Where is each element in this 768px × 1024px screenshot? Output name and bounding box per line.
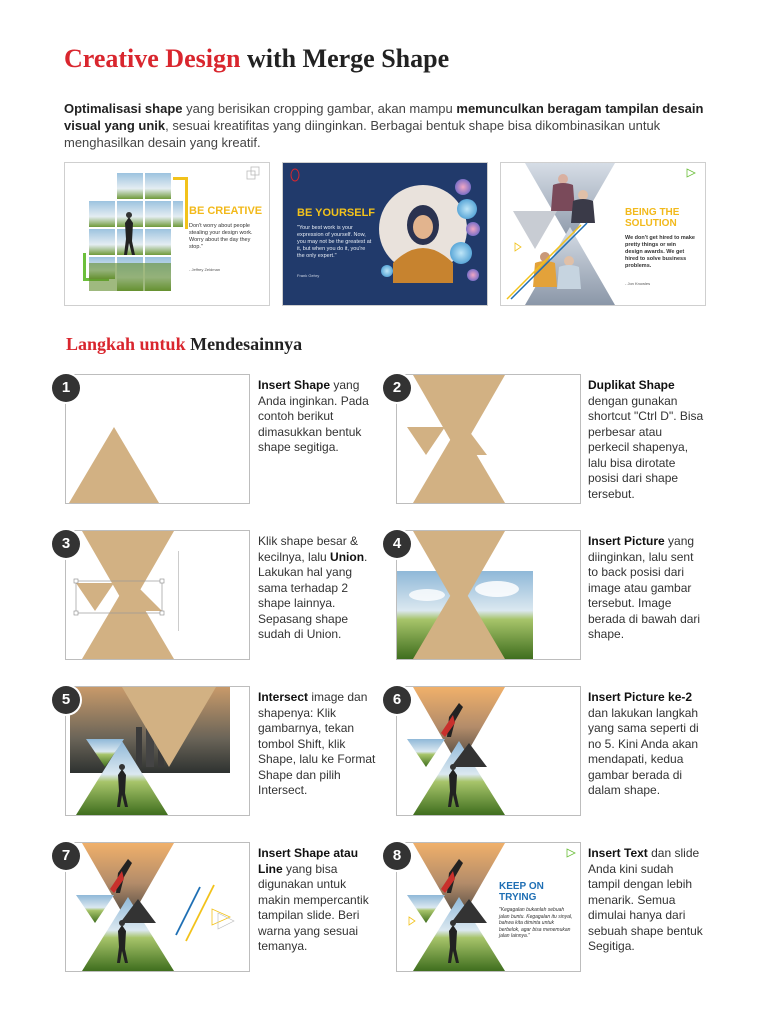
- step-8-description: [588, 846, 706, 955]
- intro-text-1: yang berisikan cropping gambar, akan mampu: [182, 101, 457, 116]
- step-3-pre: Klik shape besar & kecilnya, lalu: [258, 534, 359, 564]
- sample-quote: Don't worry about people stealing your design work. Worry about the day they stop.": [189, 223, 253, 250]
- step-3-action: Union: [330, 549, 365, 564]
- step-2-action: Duplikat Shape: [588, 378, 675, 392]
- step-4-text: yang diinginkan, lalu sent to back posisi dari image atau gambar tersebut. Image berada di bawah dari shape.: [588, 534, 701, 641]
- blue-line: [176, 887, 200, 935]
- intro-bold-1: Optimalisasi shape: [64, 101, 183, 116]
- step-7-action: Insert Shape atau Line: [258, 846, 359, 876]
- step-5-action: Intersect: [258, 690, 309, 704]
- step-6-description: [588, 690, 706, 799]
- step-8-text: dan slide Anda kini sudah tampil dengan lebih menarik. Semua dimulai hanya dari sebuah shape bentuk Segitiga.: [588, 846, 703, 953]
- step-4-number: 4: [383, 530, 411, 558]
- step-7-illustration: [65, 842, 250, 972]
- sample-author: Frank Gehry: [297, 273, 320, 278]
- slide-heading-line1: KEEP ON: [499, 881, 544, 892]
- step-5-description: [258, 690, 376, 799]
- step-6-illustration: [396, 686, 581, 816]
- sample-slide-solution: [500, 162, 706, 306]
- intro-text-2: , sesuai kreatifitas yang diinginkan. Berbagai bentuk shape bisa dikombinasikan untuk menghasilkan desain yang kreatif.: [64, 118, 661, 150]
- step-4-description: [588, 534, 706, 643]
- step-6-action: Insert Picture ke-2: [588, 690, 693, 704]
- section-subtitle: [66, 334, 302, 355]
- sample-heading: [625, 207, 679, 229]
- step-2-description: [588, 378, 706, 502]
- sample-slide-yourself: [282, 162, 488, 306]
- step-5-illustration: [65, 686, 250, 816]
- sample-heading-line2: SOLUTION: [625, 218, 677, 229]
- sample-slide-creative: [64, 162, 270, 306]
- step-2-number: 2: [383, 374, 411, 402]
- step-1-number: 1: [52, 374, 80, 402]
- step-1-action: Insert Shape: [258, 378, 331, 392]
- sample-author: - Jeffrey Zeldman: [189, 267, 221, 272]
- step-7-text: yang bisa digunakan untuk makin mempercantik tampilan slide. Beri warna yang sesuai temanya.: [258, 861, 369, 953]
- step-2-illustration: [396, 374, 581, 504]
- step-3-number: 3: [52, 530, 80, 558]
- intro-paragraph: [64, 100, 704, 151]
- sample-heading: BE YOURSELF: [297, 207, 376, 219]
- slide-heading: [499, 881, 544, 903]
- step-8-action: Insert Text: [588, 846, 648, 860]
- yellow-line: [186, 885, 214, 941]
- small-triangle-down: [407, 427, 445, 455]
- step-5-text: image dan shapenya: Klik gambarnya, tekan tombol Shift, klik Shape, lalu ke Format Shape dan pilih Intersect.: [258, 690, 376, 797]
- page-title: [64, 44, 449, 74]
- sample-quote: "Your best work is your expression of yourself. Now, you may not be the greatest at it, but when you do it, you're the only expert.": [297, 225, 372, 259]
- subtitle-rest: Mendesainnya: [185, 334, 303, 354]
- title-rest: with Merge Shape: [240, 44, 450, 73]
- sample-quote: We don't get hired to make pretty things or win design awards. We get hired to solve business problems.: [625, 235, 695, 269]
- sample-heading-line1: BEING THE: [625, 207, 680, 218]
- slide-heading-line2: TRYING: [499, 892, 537, 903]
- sample-heading: BE CREATIVE: [189, 205, 263, 217]
- step-6-text: dan lakukan langkah yang sama seperti di no 5. Kini Anda akan mendapati, kedua gambar berada di dalam shape.: [588, 705, 699, 797]
- step-8-illustration: [396, 842, 581, 972]
- intro-bold-2: memunculkan beragam tampilan desain visual yang unik: [64, 101, 704, 133]
- step-1-text: yang Anda inginkan. Pada contoh berikut dimasukkan bentuk shape segitiga.: [258, 378, 369, 454]
- slide-quote: "Kegagalan bukanlah sebuah jalan buntu. Kegagalan itu sinyal, bahwa kita diminta untuk berbelok, agar bisa menemukan jalan lainnya.": [499, 907, 573, 939]
- step-3-text: . Lakukan hal yang sama terhadap 2 shape lainnya. Sepasang shape sudah di Union.: [258, 549, 368, 641]
- step-6-number: 6: [383, 686, 411, 714]
- step-1-illustration: [65, 374, 250, 504]
- triangle-shape: [69, 427, 159, 503]
- step-1-description: [258, 378, 376, 456]
- step-8-number: 8: [383, 842, 411, 870]
- step-4-action: Insert Picture: [588, 534, 665, 548]
- step-3-illustration: [65, 530, 250, 660]
- step-3-description: [258, 534, 376, 643]
- step-2-text: dengan gunakan shortcut "Ctrl D". Bisa perbesar atau perkecil shapenya, lalu bisa dirotate posisi dari shape tersebut.: [588, 393, 704, 501]
- sample-solution-image: [501, 163, 705, 305]
- step-7-number: 7: [52, 842, 80, 870]
- sample-author: - Jon Knowles: [625, 281, 651, 286]
- step-5-number: 5: [52, 686, 80, 714]
- step-7-description: [258, 846, 376, 955]
- subtitle-highlight: Langkah untuk: [66, 334, 186, 354]
- step-4-illustration: [396, 530, 581, 660]
- title-highlight: Creative Design: [64, 44, 241, 73]
